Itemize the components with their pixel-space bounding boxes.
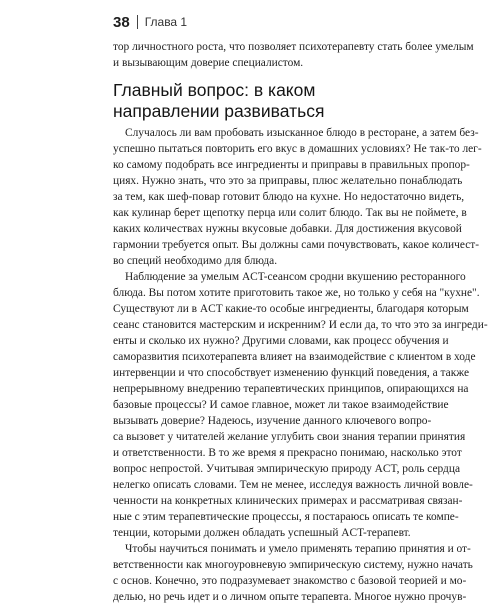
text-line: саморазвития психотерапевта влияет на взаимодействие с клиентом в ходе — [113, 351, 476, 363]
header-divider — [137, 15, 138, 29]
text-line: и вызывающим доверие специалистом. — [113, 57, 304, 69]
text-line: и ответственности. В то же время я прекрасно понимаю, насколько этот — [113, 447, 462, 459]
section-title-line: Главный вопрос: в каком — [113, 80, 316, 100]
text-line: успешно пытаться повторить его вкус в домашних условиях? Не так-то лег- — [113, 143, 482, 155]
text-line: за тем, как шеф-повар готовит блюдо на кухне. Но недостаточно видеть, — [113, 191, 465, 203]
text-line: ветственности как многоуровневую эмпирическую систему, нужно начать — [113, 559, 473, 571]
text-line: блюда. Вы потом хотите приготовить такое же, но только у себя на "кухне". — [113, 287, 480, 299]
chapter-label: Глава 1 — [144, 15, 188, 29]
section-title — [113, 80, 413, 122]
text-line: делью, но речь идет и о личном опыте терапевта. Многое нужно прочув- — [113, 591, 467, 603]
text-line: тенции, которыми должен обладать успешный ACT-терапевт. — [113, 527, 411, 539]
page-number: 38 — [113, 13, 130, 31]
section-title-line: направлении развиваться — [113, 101, 325, 121]
text-line: са вызовет у читателей желание углубить свои знания терапии принятия — [113, 431, 466, 443]
text-line: Случалось ли вам пробовать изысканное блюдо в ресторане, а затем без- — [125, 127, 479, 139]
text-line: ные с этим терапевтические процессы, я постараюсь описать те компе- — [113, 511, 459, 523]
text-line: непрерывному внедрению терапевтических принципов, опирающихся на — [113, 383, 469, 395]
text-line: Наблюдение за умелым ACT-сеансом сродни вкушению ресторанного — [125, 271, 466, 283]
text-line: базовые процессы? И самое главное, может ли такое взаимодействие — [113, 399, 449, 411]
text-line: во специй необходимо для блюда. — [113, 255, 278, 267]
text-line: ко самому подобрать все ингредиенты и приправы в правильных пропор- — [113, 159, 470, 171]
text-line: вопрос непростой. Учитывая эмпирическую природу ACT, роль сердца — [113, 463, 461, 475]
text-line: сеанс становится мастерским и искренним? И если да, то что это за ингреди- — [113, 319, 488, 331]
text-line: каких количествах нужны вкусовые добавки. Для достижения вкусовой — [113, 223, 462, 235]
text-line: как кулинар берет щепотку перца или солит блюдо. Так вы не поймете, в — [113, 207, 467, 219]
text-line: циях. Нужно знать, что это за приправы, плюс желательно понаблюдать — [113, 175, 463, 187]
text-line: вызывать доверие? Надеюсь, изучение данного ключевого вопро- — [113, 415, 432, 427]
intro-paragraph — [113, 39, 474, 71]
text-line: енты и сколько их нужно? Другими словами, как процесс обучения и — [113, 335, 449, 347]
body-text — [113, 125, 488, 605]
text-line: интервенции и что способствует изменению функций поведения, а также — [113, 367, 470, 379]
text-line: ченности на конкретных клинических примерах и рассматривая связан- — [113, 495, 463, 507]
text-line: Чтобы научиться понимать и умело применять терапию принятия и от- — [125, 543, 471, 555]
text-line: нелегко описать словами. Тем не менее, исследуя важность личной вовле- — [113, 479, 473, 491]
text-line: гармонии требуется опыт. Вы должны сами почувствовать, какое количест- — [113, 239, 480, 251]
text-line: Существуют ли в ACT какие-то особые ингредиенты, благодаря которым — [113, 303, 469, 315]
text-line: с основ. Конечно, это подразумевает знакомство с базовой теорией и мо- — [113, 575, 467, 587]
running-header — [113, 12, 187, 32]
text-line: тор личностного роста, что позволяет психотерапевту стать более умелым — [113, 41, 474, 53]
